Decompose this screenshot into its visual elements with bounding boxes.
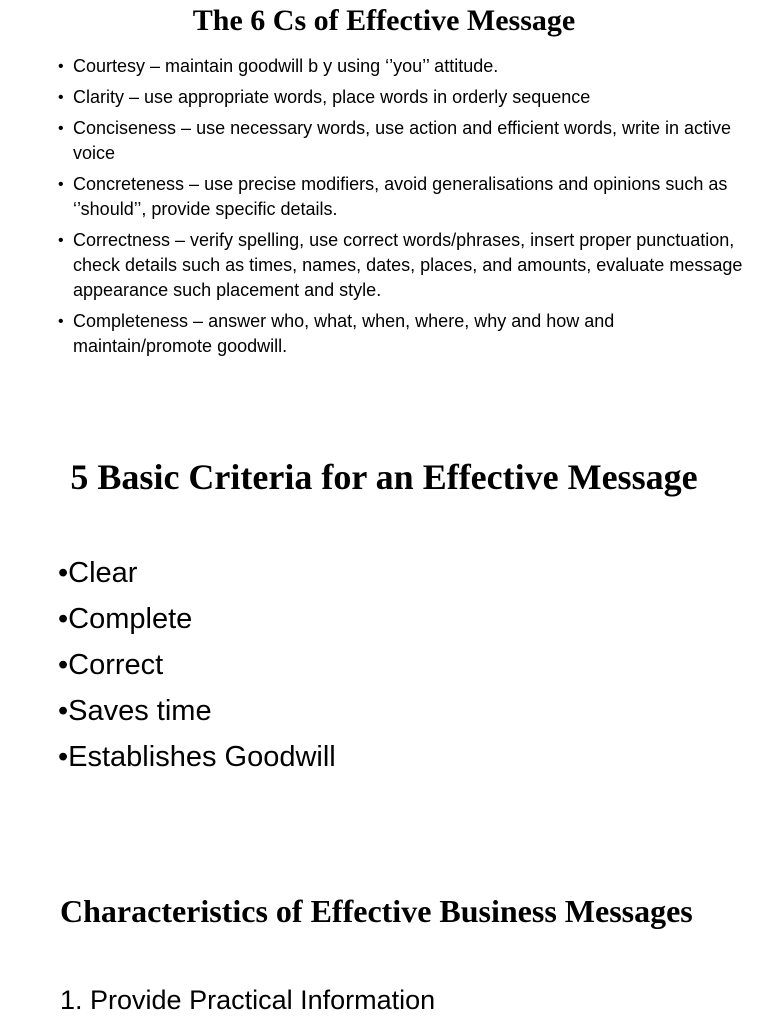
list-item — [58, 54, 748, 79]
list-item — [58, 309, 748, 359]
criteria-list — [58, 550, 748, 780]
list-item: •Complete — [58, 603, 193, 635]
bullet: • — [58, 232, 64, 249]
bullet: • — [58, 313, 64, 330]
list-item-text: Courtesy – maintain goodwill b y using ‘’you’’ attitude. — [73, 56, 499, 76]
list-item — [58, 172, 748, 222]
bullet: • — [58, 176, 64, 193]
six-cs-list — [58, 54, 748, 365]
bullet: • — [58, 58, 64, 75]
list-item: •Saves time — [58, 695, 212, 727]
list-item — [58, 116, 748, 166]
list-item-text: Completeness – answer who, what, when, where, why and how and maintain/promote goodwill. — [73, 311, 615, 356]
list-item: •Correct — [58, 649, 164, 681]
section-title-characteristics: Characteristics of Effective Business Messages — [60, 893, 693, 929]
list-item-text: Clarity – use appropriate words, place words in orderly sequence — [73, 87, 591, 107]
bullet: • — [58, 120, 64, 137]
list-item: •Establishes Goodwill — [58, 741, 336, 773]
section-title-criteria: 5 Basic Criteria for an Effective Message — [70, 457, 698, 497]
list-item-text: Concreteness – use precise modifiers, avoid generalisations and opinions such as ‘’should’’, provide specific details. — [73, 174, 728, 219]
section-title-6cs: The 6 Cs of Effective Message — [192, 4, 576, 37]
list-item — [58, 85, 748, 110]
list-item: •Clear — [58, 557, 138, 589]
list-item-text: Correctness – verify spelling, use correct words/phrases, insert proper punctuation, check details such as times, names, dates, places, and amounts, evaluate message appearance such placement and style. — [73, 230, 743, 300]
bullet: • — [58, 89, 64, 106]
numbered-item: 1. Provide Practical Information — [60, 985, 436, 1015]
list-item — [58, 228, 748, 303]
list-item-text: Conciseness – use necessary words, use action and efficient words, write in active voice — [73, 118, 731, 163]
